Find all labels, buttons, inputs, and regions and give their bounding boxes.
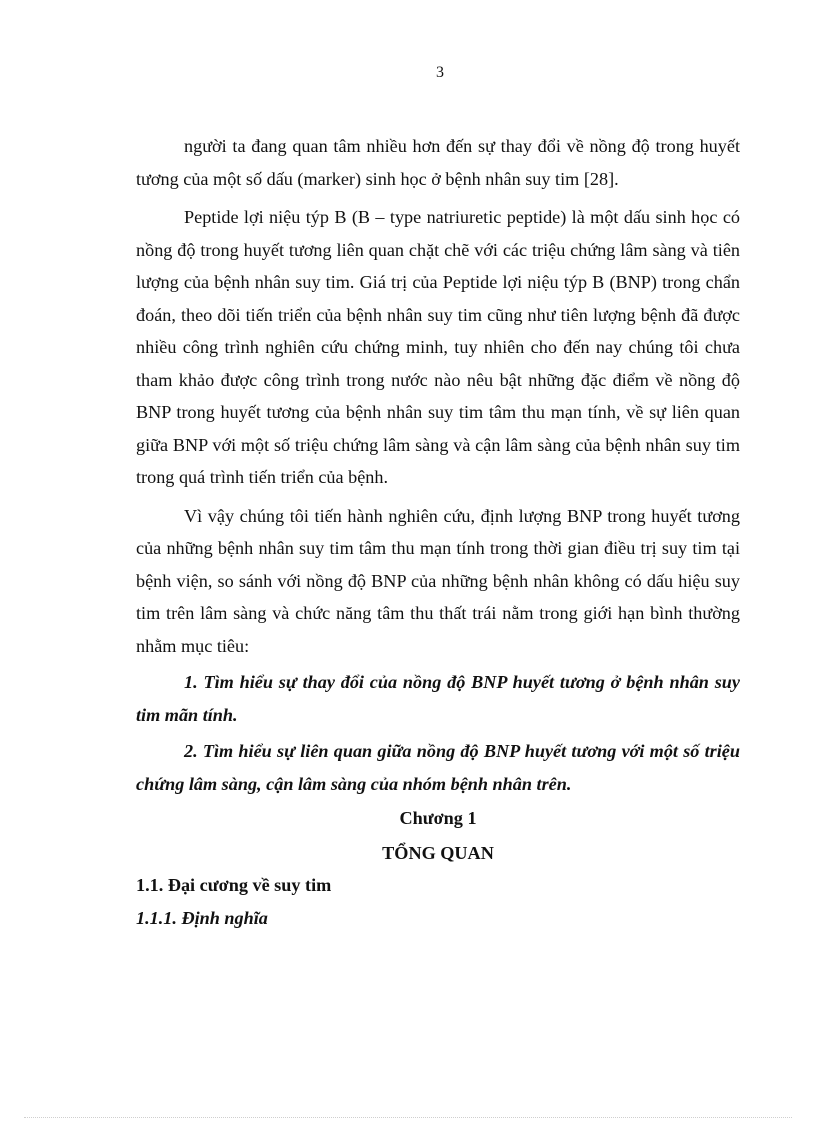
subsection-heading: 1.1.1. Định nghĩa <box>136 907 268 928</box>
paragraph-study-purpose: Vì vậy chúng tôi tiến hành nghiên cứu, định lượng BNP trong huyết tương của những bệnh nhân suy tim tâm thu mạn tính trong thời gian điều trị suy tim tại bệnh viện, so sánh với nồng độ BNP của những bệnh nhân không có dấu hiệu suy tim trên lâm sàng và chức năng tâm thu thất trái nằm trong giới hạn bình thường nhằm mục tiêu: <box>136 505 740 656</box>
objective-1: 1. Tìm hiểu sự thay đổi của nồng độ BNP huyết tương ở bệnh nhân suy tim mãn tính. <box>136 672 740 725</box>
chapter-label: Chương 1 <box>399 808 477 828</box>
paragraph-bnp-intro: Peptide lợi niệu týp B (B – type natriuretic peptide) là một dấu sinh học có nồng độ trong huyết tương liên quan chặt chẽ với các triệu chứng lâm sàng và tiên lượng của bệnh nhân suy tim. Giá trị của Peptide lợi niệu týp B (BNP) trong chẩn đoán, theo dõi tiến triển của bệnh nhân suy tim cũng như tiên lượng bệnh đã được nhiều công trình nghiên cứu chứng minh, tuy nhiên cho đến nay chúng tôi chưa tham khảo được công trình trong nước nào nêu bật những đặc điểm về nồng độ BNP trong huyết tương của bệnh nhân suy tim tâm thu mạn tính, về sự liên quan giữa BNP với một số triệu chứng lâm sàng và cận lâm sàng của bệnh nhân suy tim trong quá trình tiến triển của bệnh. <box>136 207 740 487</box>
page-bottom-divider <box>24 1117 792 1118</box>
page-number: 3 <box>436 64 444 81</box>
paragraph-continuation: người ta đang quan tâm nhiều hơn đến sự thay đổi về nồng độ trong huyết tương của một số dấu (marker) sinh học ở bệnh nhân suy tim [28]. <box>136 136 740 189</box>
chapter-title: TỔNG QUAN <box>382 842 494 863</box>
objective-2: 2. Tìm hiểu sự liên quan giữa nồng độ BNP huyết tương với một số triệu chứng lâm sàng, cận lâm sàng của nhóm bệnh nhân trên. <box>136 741 740 794</box>
document-body <box>136 130 740 934</box>
section-heading: 1.1. Đại cương về suy tim <box>136 875 332 895</box>
